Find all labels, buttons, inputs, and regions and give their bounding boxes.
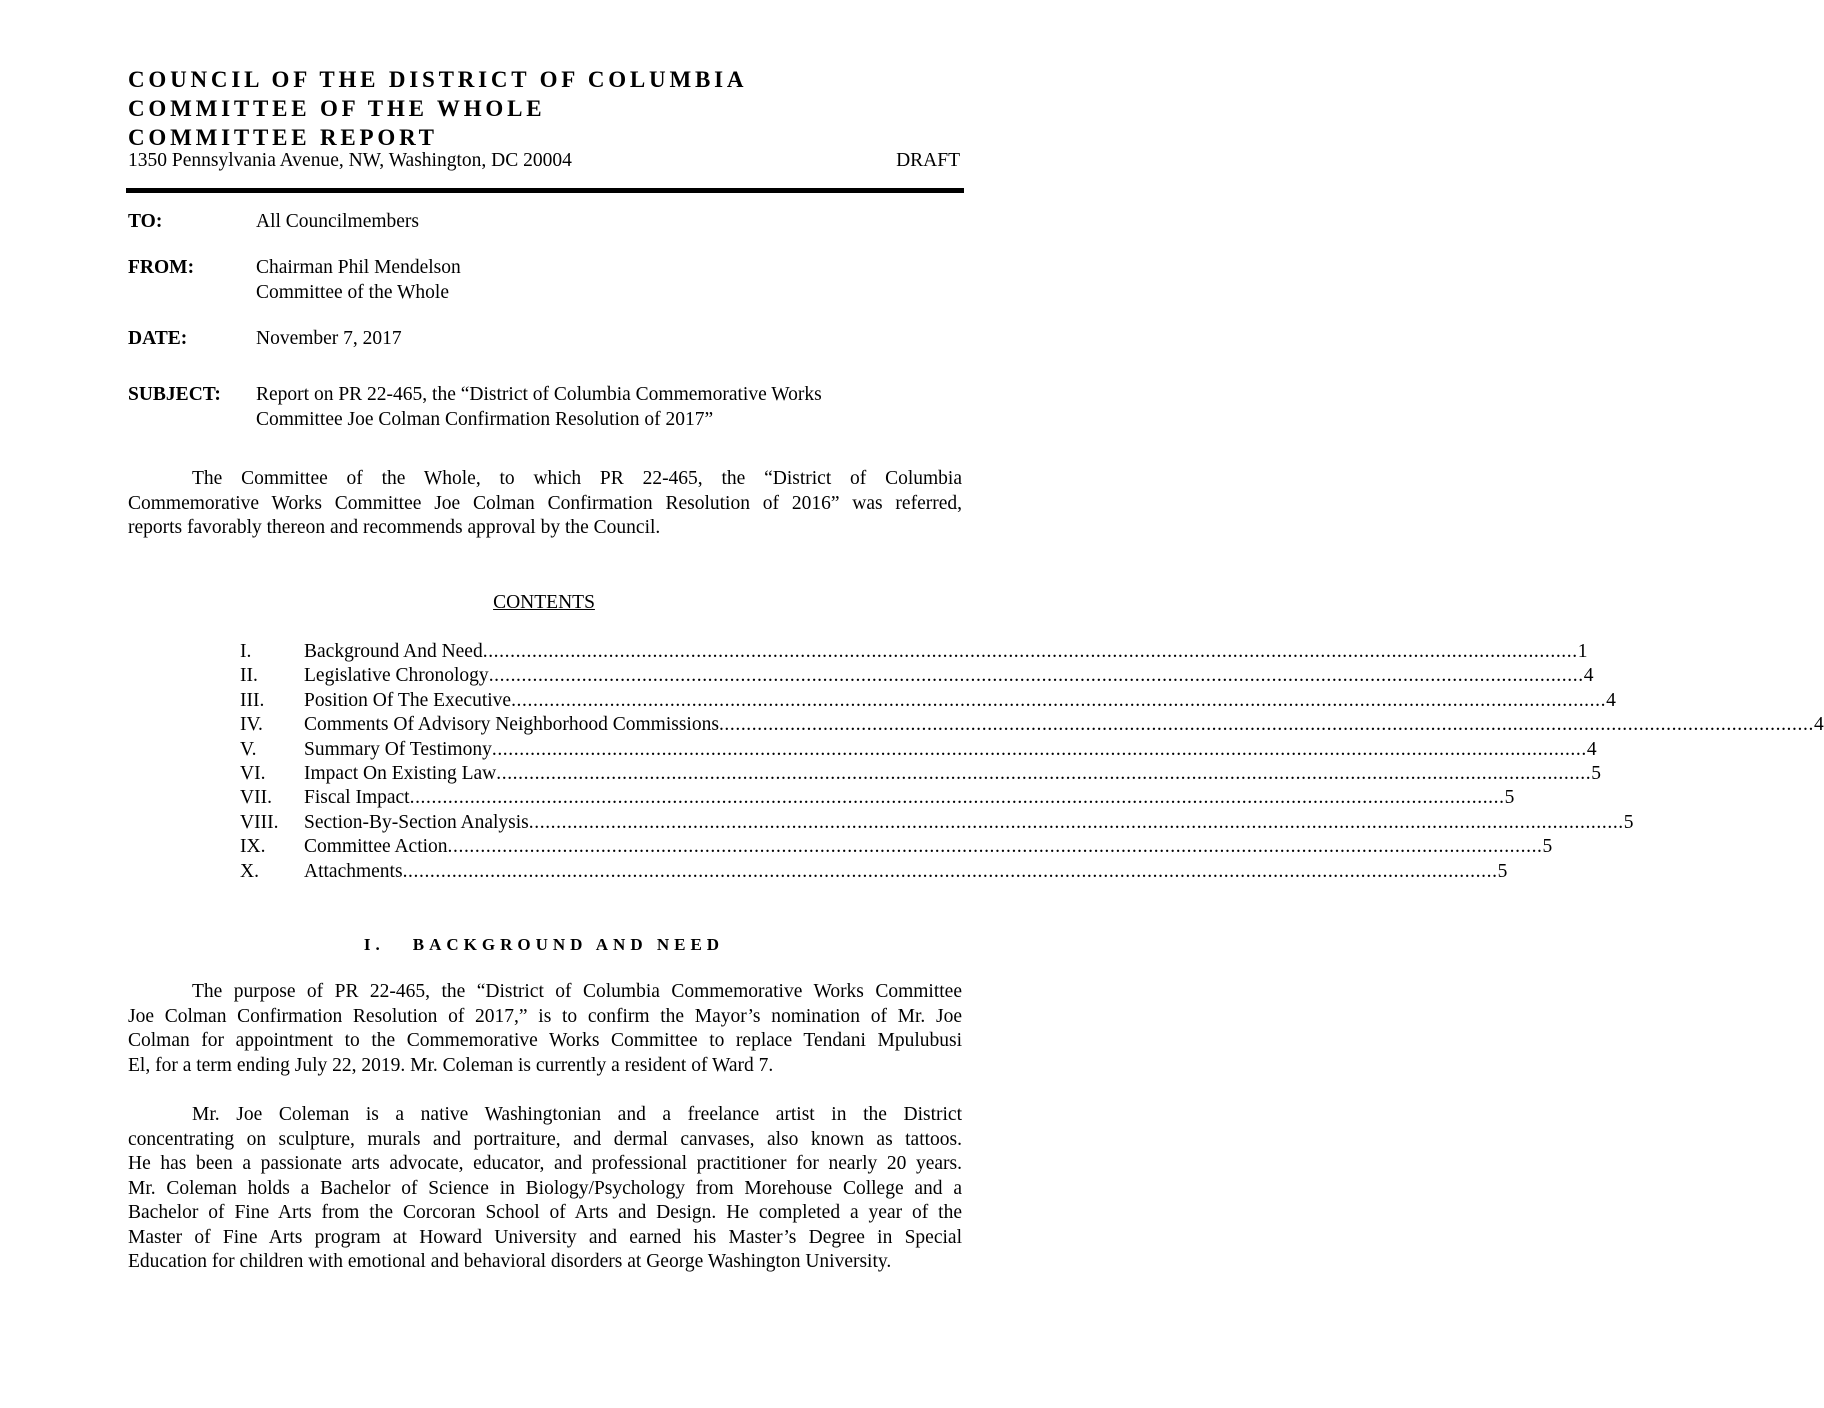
contents-heading: CONTENTS (493, 592, 595, 613)
memo-to-label: TO: (128, 211, 163, 232)
toc-page-number: 5 (1623, 811, 1634, 833)
toc-number: VII. (240, 787, 272, 809)
toc-number: VI. (240, 762, 266, 784)
toc-row[interactable] (240, 689, 1616, 713)
toc-page-number: 1 (1577, 641, 1588, 662)
toc-page-number: 5 (1591, 762, 1601, 784)
memo-subject-value-line2: Committee Joe Colman Confirmation Resolution of 2017” (256, 409, 714, 430)
toc-title: Impact On Existing Law (304, 762, 497, 784)
toc-leader-dots: ........................................................................................................................................................................................................ (402, 860, 1498, 882)
paragraph-line: Bachelor of Fine Arts from the Corcoran School of Arts and Design. He completed a year of the (128, 1202, 962, 1223)
paragraph-line: concentrating on sculpture, murals and portraiture, and dermal canvases, also known as tattoos. (128, 1128, 962, 1150)
paragraph-line: Mr. Joe Coleman is a native Washingtonian and a freelance artist in the District (192, 1104, 962, 1125)
toc-number: II. (240, 665, 258, 687)
toc-number: X. (240, 860, 259, 882)
toc-title: Attachments (304, 860, 403, 882)
background-paragraph-bio (128, 1103, 962, 1275)
memo-from-value-committee: Committee of the Whole (256, 282, 449, 303)
toc-number: VIII. (240, 811, 279, 833)
table-of-contents (240, 640, 1824, 884)
toc-title: Section-By-Section Analysis (304, 811, 529, 833)
paragraph-line: Colman for appointment to the Commemorative Works Committee to replace Tendani Mpulubusi (128, 1030, 962, 1051)
toc-leader-dots: ........................................................................................................................................................................................................ (491, 738, 1587, 760)
toc-page-number: 4 (1813, 714, 1824, 736)
section-number: I. (363, 935, 385, 954)
toc-row[interactable] (240, 860, 1508, 884)
toc-page-number: 4 (1586, 738, 1597, 760)
toc-leader-dots: ........................................................................................................................................................................................................ (496, 762, 1592, 784)
toc-page-number: 5 (1504, 787, 1515, 809)
paragraph-line: Joe Colman Confirmation Resolution of 2017,” is to confirm the Mayor’s nomination of Mr. Joe (128, 1005, 962, 1027)
intro-paragraph (128, 467, 962, 541)
toc-number: V. (240, 738, 257, 760)
memo-from-value-name: Chairman Phil Mendelson (256, 257, 461, 278)
toc-row[interactable] (240, 811, 1634, 835)
toc-page-number: 4 (1583, 665, 1594, 687)
intro-line: reports favorably thereon and recommends approval by the Council. (128, 517, 661, 538)
toc-number: III. (240, 689, 265, 711)
intro-line: The Committee of the Whole, to which PR 22-465, the “District of Columbia (192, 468, 962, 489)
section-title: BACKGROUND AND NEED (412, 935, 725, 954)
toc-leader-dots: ........................................................................................................................................................................................................ (482, 641, 1578, 662)
toc-row[interactable] (240, 713, 1824, 737)
toc-page-number: 5 (1542, 836, 1553, 858)
paragraph-line: The purpose of PR 22-465, the “District of Columbia Commemorative Works Committee (192, 981, 962, 1002)
toc-title: Fiscal Impact (304, 787, 410, 809)
toc-title: Summary Of Testimony (304, 738, 492, 760)
toc-row[interactable] (240, 664, 1594, 688)
paragraph-line: Master of Fine Arts program at Howard University and earned his Master’s Degree in Special (128, 1226, 962, 1248)
toc-row[interactable] (240, 640, 1588, 664)
toc-number: I. (240, 641, 252, 662)
toc-row[interactable] (240, 762, 1601, 786)
toc-number: IV. (240, 714, 263, 736)
toc-page-number: 4 (1606, 689, 1616, 711)
memo-subject-label: SUBJECT: (128, 384, 221, 405)
letterhead-report: COMMITTEE REPORT (128, 125, 438, 150)
toc-leader-dots: ........................................................................................................................................................................................................ (528, 811, 1624, 833)
letterhead-address: 1350 Pennsylvania Avenue, NW, Washington, DC 20004 (128, 150, 572, 171)
section-heading-background (0, 932, 1088, 958)
toc-leader-dots: ........................................................................................................................................................................................................ (409, 787, 1505, 809)
toc-title: Position Of The Executive (304, 689, 512, 711)
toc-leader-dots: ........................................................................................................................................................................................................ (488, 665, 1584, 687)
memo-subject-value-line1: Report on PR 22-465, the “District of Columbia Commemorative Works (256, 384, 822, 405)
memo-to-value: All Councilmembers (256, 211, 420, 232)
paragraph-line: El, for a term ending July 22, 2019. Mr. Coleman is currently a resident of Ward 7. (128, 1054, 774, 1076)
memo-from-label: FROM: (128, 257, 195, 278)
toc-row[interactable] (240, 835, 1553, 859)
toc-number: IX. (240, 836, 266, 858)
toc-leader-dots: ........................................................................................................................................................................................................ (718, 714, 1814, 736)
toc-title: Committee Action (304, 836, 448, 858)
toc-row[interactable] (240, 786, 1515, 810)
toc-leader-dots: ........................................................................................................................................................................................................ (447, 836, 1543, 858)
paragraph-line: He has been a passionate arts advocate, educator, and professional practitioner for nearly 20 years. (128, 1153, 962, 1174)
memo-date-label: DATE: (128, 328, 188, 349)
toc-leader-dots: ........................................................................................................................................................................................................ (511, 689, 1607, 711)
paragraph-line: Mr. Coleman holds a Bachelor of Science in Biology/Psychology from Morehouse College and a (128, 1177, 962, 1199)
letterhead-council: COUNCIL OF THE DISTRICT OF COLUMBIA (128, 67, 748, 92)
toc-row[interactable] (240, 738, 1597, 762)
toc-title: Legislative Chronology (304, 665, 489, 687)
background-paragraph-purpose (128, 980, 962, 1078)
toc-title: Comments Of Advisory Neighborhood Commissions (304, 714, 719, 736)
letterhead-committee: COMMITTEE OF THE WHOLE (128, 96, 546, 121)
header-rule (126, 188, 964, 193)
paragraph-line: Education for children with emotional and behavioral disorders at George Washington University. (128, 1251, 892, 1272)
toc-page-number: 5 (1497, 860, 1508, 882)
draft-status: DRAFT (896, 150, 960, 171)
memo-date-value: November 7, 2017 (256, 328, 402, 349)
intro-line: Commemorative Works Committee Joe Colman Confirmation Resolution of 2016” was referred, (128, 492, 962, 514)
toc-title: Background And Need (304, 641, 483, 662)
